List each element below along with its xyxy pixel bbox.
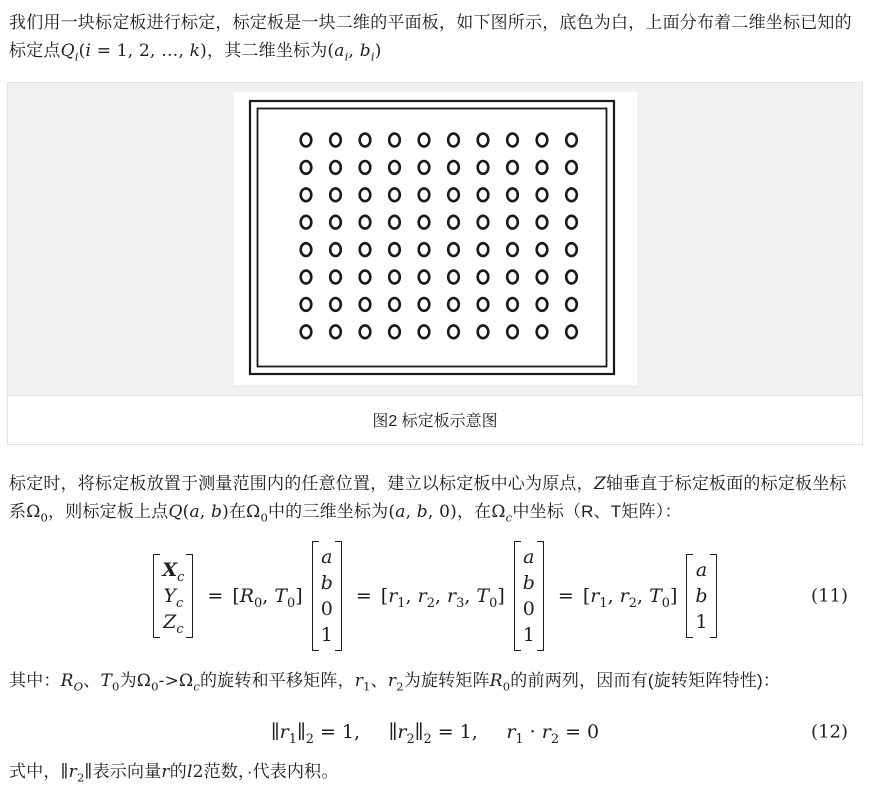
column-matrix: $X_c$ $Y_c$ $Z_c$	[150, 553, 196, 639]
paragraph-note: 式中，$\parallel r_2\parallel$表示向量r的l2范数，·代表内积。	[9, 762, 339, 785]
row-vector: [$R_0$, $T_0$]	[232, 585, 303, 611]
equation-number-11: (11)	[811, 585, 848, 607]
column-matrix: a b 0 1	[511, 540, 547, 652]
calibration-board-svg	[234, 92, 637, 385]
paragraph-where: 其中：$R_O$、$T_0$为$\Omega_0->\Omega_c$的旋转和平移矩阵，$r_1$、$r_2$为旋转矩阵$R_0$的前两列，因而有(旋转矩阵特性)：	[9, 671, 781, 694]
equation-11	[0, 540, 870, 652]
paragraph-intro: 我们用一块标定板进行标定，标定板是一块二维的平面板，如下图所示，底色为白，上面分布着二维坐标已知的标定点$Q_i(i = 1$, 2, …, k)，其二维坐标为($a_i$, $b_i$)	[9, 13, 852, 64]
column-matrix: a b 1	[683, 553, 719, 639]
equation-11-body	[146, 540, 723, 652]
equals-sign: =	[207, 585, 224, 607]
row-vector: [$r_1$, $r_2$, $r_3$, $T_0$]	[380, 585, 505, 611]
figure-block	[7, 82, 863, 445]
equals-sign: =	[355, 585, 372, 607]
column-matrix: a b 0 1	[309, 540, 345, 652]
equals-sign: =	[557, 585, 574, 607]
figure-caption: 图2 标定板示意图	[7, 395, 863, 445]
calibration-board-image	[234, 92, 637, 385]
figure-panel	[7, 82, 863, 395]
equation-12-body: $\parallel r_1\parallel_2 = 1$, $\parallel r_2\parallel_2 = 1$, $r_1 \cdot r_2 = 0$	[270, 721, 600, 747]
paragraph-setup: 标定时，将标定板放置于测量范围内的任意位置，建立以标定板中心为原点，Z轴垂直于标定板面的标定板坐标系$\Omega_0$，则标定板上点Q(a, b)在$\Omega_0$中的三维坐标为(a, b, 0)，在$\Omega_c$中坐标（R、T矩阵）：	[9, 474, 847, 525]
equation-number-12: (12)	[811, 721, 848, 743]
equation-12	[0, 716, 870, 748]
row-vector: [$r_1$, $r_2$, $T_0$]	[582, 585, 678, 611]
